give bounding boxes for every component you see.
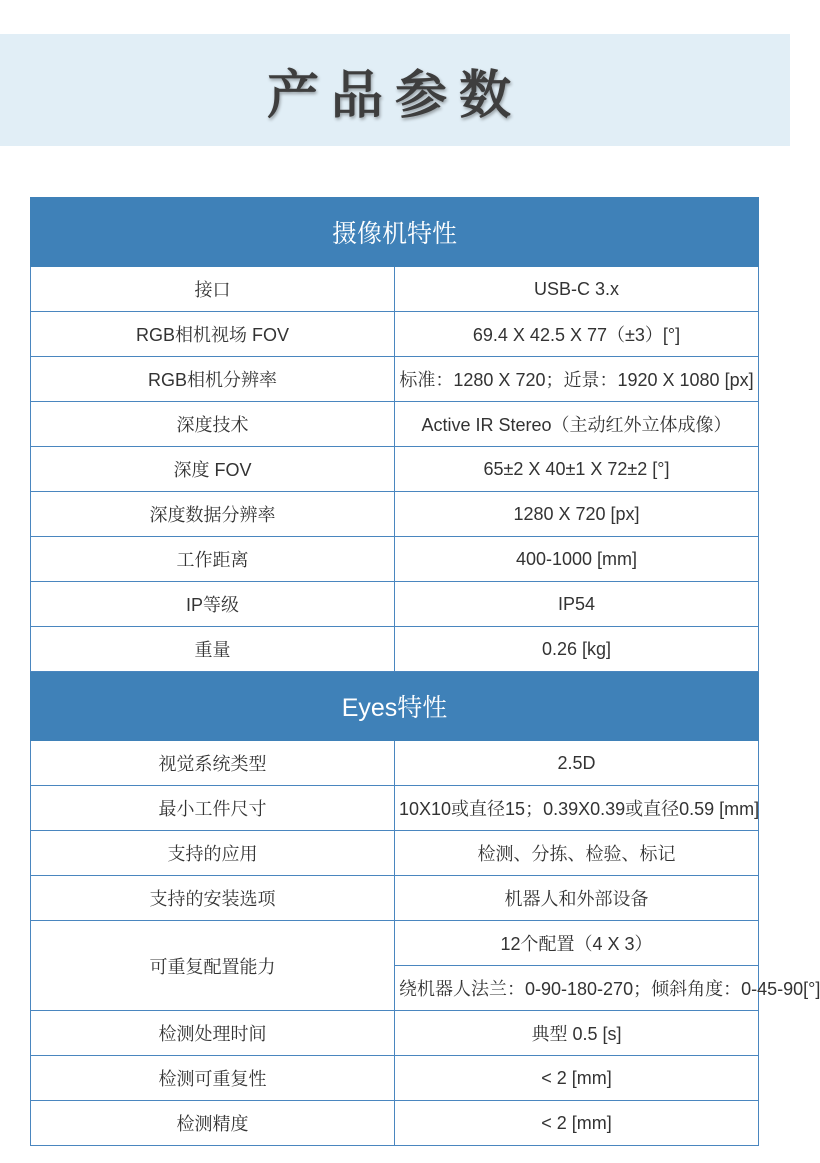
row-label: 深度技术: [31, 402, 395, 447]
row-value: 65±2 X 40±1 X 72±2 [°]: [395, 447, 759, 492]
table-row: [31, 1056, 759, 1101]
row-label: 检测精度: [31, 1101, 395, 1146]
table-row: [31, 312, 759, 357]
table-row: [31, 357, 759, 402]
row-value: 标准：1280 X 720；近景：1920 X 1080 [px]: [395, 357, 759, 402]
section-header-eyes: [31, 672, 759, 741]
row-value: 12个配置（4 X 3）: [395, 921, 759, 966]
row-label: 视觉系统类型: [31, 741, 395, 786]
row-label: 最小工件尺寸: [31, 786, 395, 831]
row-value: 400-1000 [mm]: [395, 537, 759, 582]
row-label: IP等级: [31, 582, 395, 627]
row-label: 深度 FOV: [31, 447, 395, 492]
page-banner: [0, 34, 790, 146]
row-value: < 2 [mm]: [395, 1056, 759, 1101]
table-row: [31, 831, 759, 876]
table-row: [31, 921, 759, 966]
section-title: 摄像机特性: [31, 198, 759, 267]
row-label: 支持的应用: [31, 831, 395, 876]
row-label: 工作距离: [31, 537, 395, 582]
row-label: 检测可重复性: [31, 1056, 395, 1101]
row-value: 机器人和外部设备: [395, 876, 759, 921]
row-label: 深度数据分辨率: [31, 492, 395, 537]
table-row: [31, 1101, 759, 1146]
table-row: [31, 492, 759, 537]
row-label: 检测处理时间: [31, 1011, 395, 1056]
row-label: 可重复配置能力: [31, 921, 395, 1011]
row-value: 0.26 [kg]: [395, 627, 759, 672]
row-label: RGB相机视场 FOV: [31, 312, 395, 357]
table-row: [31, 447, 759, 492]
table-row: [31, 267, 759, 312]
row-label: 支持的安装选项: [31, 876, 395, 921]
table-row: [31, 1011, 759, 1056]
row-value: 检测、分拣、检验、标记: [395, 831, 759, 876]
row-value: 2.5D: [395, 741, 759, 786]
table-row: [31, 582, 759, 627]
table-row: [31, 402, 759, 447]
spec-table: [30, 197, 820, 1146]
row-label: RGB相机分辨率: [31, 357, 395, 402]
table-row: [31, 627, 759, 672]
table-row: [31, 537, 759, 582]
table-row: [31, 786, 759, 831]
row-value: 10X10或直径15；0.39X0.39或直径0.59 [mm]: [395, 786, 759, 831]
row-value: Active IR Stereo（主动红外立体成像）: [395, 402, 759, 447]
row-label: 接口: [31, 267, 395, 312]
row-value: 69.4 X 42.5 X 77（±3）[°]: [395, 312, 759, 357]
row-value: 典型 0.5 [s]: [395, 1011, 759, 1056]
table-row: [31, 741, 759, 786]
row-value: 1280 X 720 [px]: [395, 492, 759, 537]
section-title: Eyes特性: [31, 672, 759, 741]
row-value: < 2 [mm]: [395, 1101, 759, 1146]
section-header-camera: [31, 198, 759, 267]
page-title: 产品参数: [266, 65, 523, 126]
table-row: [31, 876, 759, 921]
row-value: IP54: [395, 582, 759, 627]
row-value: 绕机器人法兰：0-90-180-270；倾斜角度：0-45-90[°]: [395, 966, 759, 1011]
row-value: USB-C 3.x: [395, 267, 759, 312]
row-label: 重量: [31, 627, 395, 672]
